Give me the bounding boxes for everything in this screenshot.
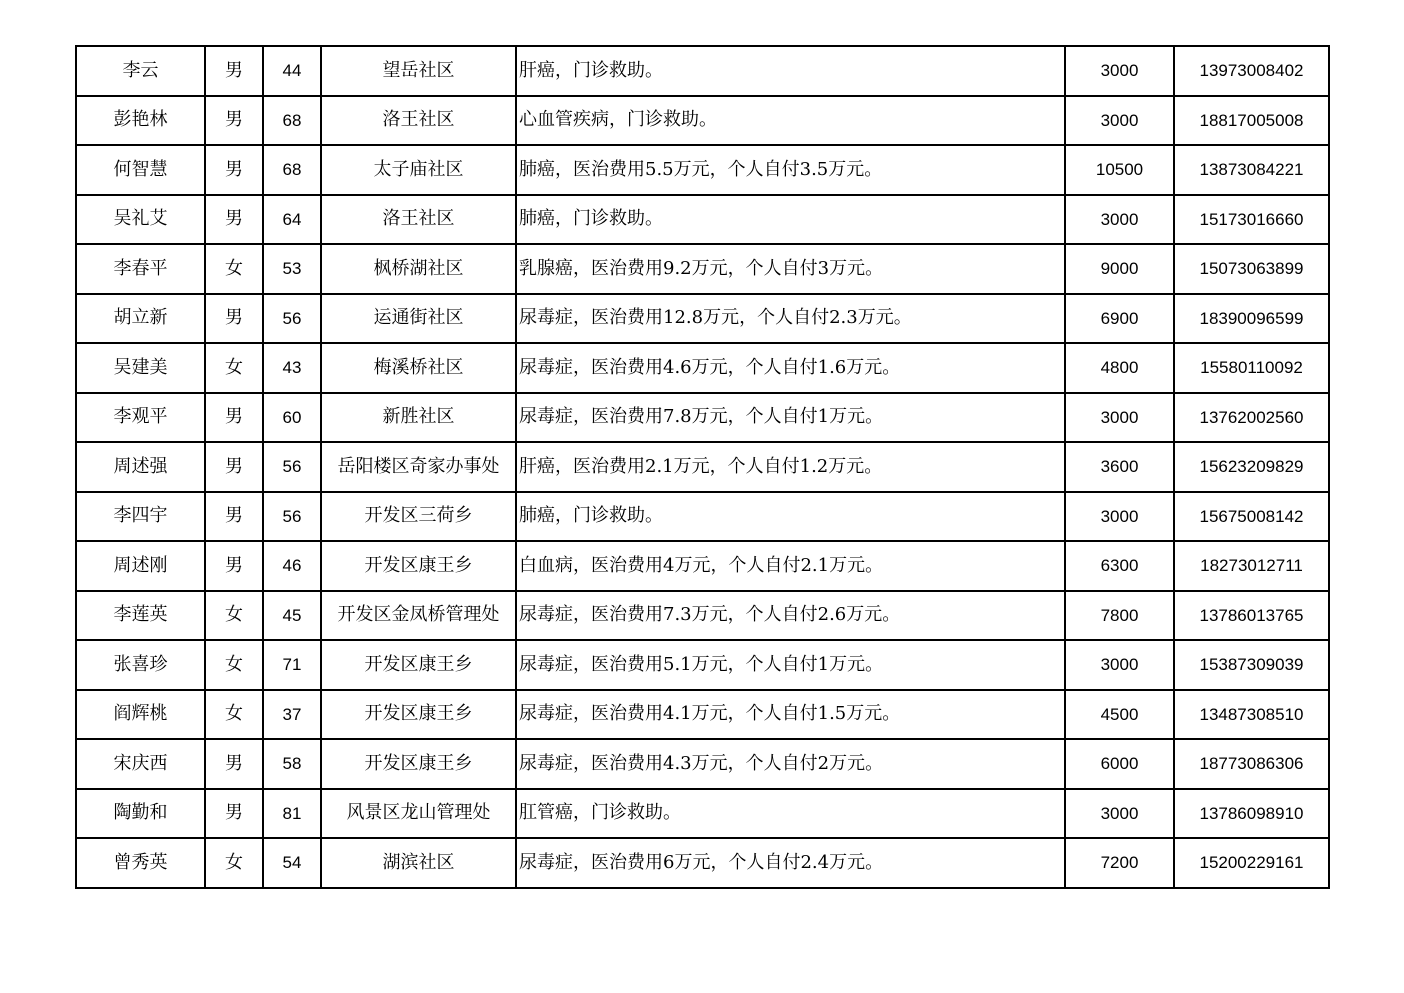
table-row — [76, 145, 1329, 195]
gender-cell: 女 — [205, 640, 263, 690]
name-cell: 李四宇 — [76, 492, 205, 542]
age-cell: 56 — [263, 294, 321, 344]
location-cell: 望岳社区 — [321, 46, 516, 96]
description-cell: 尿毒症，医治费用4.6万元，个人自付1.6万元。 — [516, 343, 1065, 393]
table-row — [76, 244, 1329, 294]
age-cell: 37 — [263, 690, 321, 740]
gender-cell: 男 — [205, 145, 263, 195]
table-body — [76, 46, 1329, 888]
name-cell: 吴建美 — [76, 343, 205, 393]
phone-cell: 18390096599 — [1174, 294, 1329, 344]
amount-cell: 3000 — [1065, 195, 1174, 245]
name-cell: 周述强 — [76, 442, 205, 492]
table-row — [76, 492, 1329, 542]
age-cell: 43 — [263, 343, 321, 393]
age-cell: 44 — [263, 46, 321, 96]
age-cell: 53 — [263, 244, 321, 294]
description-cell: 尿毒症，医治费用5.1万元，个人自付1万元。 — [516, 640, 1065, 690]
phone-cell: 13786098910 — [1174, 789, 1329, 839]
location-cell: 风景区龙山管理处 — [321, 789, 516, 839]
name-cell: 周述刚 — [76, 541, 205, 591]
gender-cell: 男 — [205, 195, 263, 245]
amount-cell: 3000 — [1065, 789, 1174, 839]
location-cell: 运通街社区 — [321, 294, 516, 344]
age-cell: 58 — [263, 739, 321, 789]
name-cell: 彭艳林 — [76, 96, 205, 146]
amount-cell: 10500 — [1065, 145, 1174, 195]
amount-cell: 4500 — [1065, 690, 1174, 740]
location-cell: 洛王社区 — [321, 96, 516, 146]
table-row — [76, 393, 1329, 443]
description-cell: 尿毒症，医治费用4.3万元，个人自付2万元。 — [516, 739, 1065, 789]
phone-cell: 15580110092 — [1174, 343, 1329, 393]
description-cell: 尿毒症，医治费用4.1万元，个人自付1.5万元。 — [516, 690, 1065, 740]
description-cell: 尿毒症，医治费用6万元，个人自付2.4万元。 — [516, 838, 1065, 888]
description-cell: 尿毒症，医治费用7.3万元，个人自付2.6万元。 — [516, 591, 1065, 641]
age-cell: 81 — [263, 789, 321, 839]
location-cell: 开发区三荷乡 — [321, 492, 516, 542]
age-cell: 56 — [263, 492, 321, 542]
table-row — [76, 541, 1329, 591]
age-cell: 68 — [263, 96, 321, 146]
location-cell: 岳阳楼区奇家办事处 — [321, 442, 516, 492]
table-row — [76, 789, 1329, 839]
location-cell: 开发区康王乡 — [321, 541, 516, 591]
age-cell: 46 — [263, 541, 321, 591]
phone-cell: 13762002560 — [1174, 393, 1329, 443]
gender-cell: 女 — [205, 690, 263, 740]
gender-cell: 男 — [205, 541, 263, 591]
description-cell: 尿毒症，医治费用12.8万元，个人自付2.3万元。 — [516, 294, 1065, 344]
gender-cell: 女 — [205, 591, 263, 641]
name-cell: 何智慧 — [76, 145, 205, 195]
gender-cell: 女 — [205, 343, 263, 393]
location-cell: 新胜社区 — [321, 393, 516, 443]
table-row — [76, 195, 1329, 245]
gender-cell: 女 — [205, 838, 263, 888]
amount-cell: 3000 — [1065, 492, 1174, 542]
name-cell: 李春平 — [76, 244, 205, 294]
description-cell: 尿毒症，医治费用7.8万元，个人自付1万元。 — [516, 393, 1065, 443]
table-row — [76, 343, 1329, 393]
table-row — [76, 591, 1329, 641]
amount-cell: 6900 — [1065, 294, 1174, 344]
amount-cell: 7800 — [1065, 591, 1174, 641]
name-cell: 胡立新 — [76, 294, 205, 344]
location-cell: 太子庙社区 — [321, 145, 516, 195]
amount-cell: 9000 — [1065, 244, 1174, 294]
gender-cell: 男 — [205, 789, 263, 839]
name-cell: 曾秀英 — [76, 838, 205, 888]
location-cell: 开发区康王乡 — [321, 739, 516, 789]
phone-cell: 15200229161 — [1174, 838, 1329, 888]
name-cell: 李莲英 — [76, 591, 205, 641]
age-cell: 60 — [263, 393, 321, 443]
phone-cell: 13487308510 — [1174, 690, 1329, 740]
table-row — [76, 442, 1329, 492]
description-cell: 白血病，医治费用4万元，个人自付2.1万元。 — [516, 541, 1065, 591]
description-cell: 肝癌，医治费用2.1万元，个人自付1.2万元。 — [516, 442, 1065, 492]
name-cell: 李云 — [76, 46, 205, 96]
phone-cell: 18273012711 — [1174, 541, 1329, 591]
gender-cell: 男 — [205, 739, 263, 789]
table-row — [76, 640, 1329, 690]
location-cell: 湖滨社区 — [321, 838, 516, 888]
gender-cell: 女 — [205, 244, 263, 294]
age-cell: 64 — [263, 195, 321, 245]
location-cell: 洛王社区 — [321, 195, 516, 245]
description-cell: 肺癌，医治费用5.5万元，个人自付3.5万元。 — [516, 145, 1065, 195]
location-cell: 枫桥湖社区 — [321, 244, 516, 294]
name-cell: 陶勤和 — [76, 789, 205, 839]
name-cell: 李观平 — [76, 393, 205, 443]
amount-cell: 3000 — [1065, 393, 1174, 443]
gender-cell: 男 — [205, 294, 263, 344]
amount-cell: 7200 — [1065, 838, 1174, 888]
table-row — [76, 690, 1329, 740]
phone-cell: 13873084221 — [1174, 145, 1329, 195]
amount-cell: 4800 — [1065, 343, 1174, 393]
description-cell: 乳腺癌，医治费用9.2万元，个人自付3万元。 — [516, 244, 1065, 294]
table-row — [76, 739, 1329, 789]
amount-cell: 3000 — [1065, 640, 1174, 690]
age-cell: 68 — [263, 145, 321, 195]
gender-cell: 男 — [205, 46, 263, 96]
description-cell: 肝癌，门诊救助。 — [516, 46, 1065, 96]
table-row — [76, 838, 1329, 888]
phone-cell: 15623209829 — [1174, 442, 1329, 492]
phone-cell: 13786013765 — [1174, 591, 1329, 641]
location-cell: 开发区康王乡 — [321, 640, 516, 690]
phone-cell: 15173016660 — [1174, 195, 1329, 245]
gender-cell: 男 — [205, 492, 263, 542]
name-cell: 阎辉桃 — [76, 690, 205, 740]
gender-cell: 男 — [205, 442, 263, 492]
name-cell: 吴礼艾 — [76, 195, 205, 245]
amount-cell: 3000 — [1065, 96, 1174, 146]
phone-cell: 15387309039 — [1174, 640, 1329, 690]
amount-cell: 3000 — [1065, 46, 1174, 96]
aid-recipients-table — [75, 45, 1330, 889]
description-cell: 肛管癌，门诊救助。 — [516, 789, 1065, 839]
age-cell: 71 — [263, 640, 321, 690]
description-cell: 肺癌，门诊救助。 — [516, 492, 1065, 542]
phone-cell: 18773086306 — [1174, 739, 1329, 789]
age-cell: 45 — [263, 591, 321, 641]
amount-cell: 3600 — [1065, 442, 1174, 492]
age-cell: 54 — [263, 838, 321, 888]
phone-cell: 15675008142 — [1174, 492, 1329, 542]
phone-cell: 13973008402 — [1174, 46, 1329, 96]
table-row — [76, 46, 1329, 96]
table-row — [76, 96, 1329, 146]
gender-cell: 男 — [205, 96, 263, 146]
location-cell: 开发区康王乡 — [321, 690, 516, 740]
gender-cell: 男 — [205, 393, 263, 443]
phone-cell: 18817005008 — [1174, 96, 1329, 146]
description-cell: 心血管疾病，门诊救助。 — [516, 96, 1065, 146]
amount-cell: 6000 — [1065, 739, 1174, 789]
description-cell: 肺癌，门诊救助。 — [516, 195, 1065, 245]
name-cell: 张喜珍 — [76, 640, 205, 690]
age-cell: 56 — [263, 442, 321, 492]
location-cell: 开发区金凤桥管理处 — [321, 591, 516, 641]
phone-cell: 15073063899 — [1174, 244, 1329, 294]
amount-cell: 6300 — [1065, 541, 1174, 591]
table-row — [76, 294, 1329, 344]
name-cell: 宋庆西 — [76, 739, 205, 789]
location-cell: 梅溪桥社区 — [321, 343, 516, 393]
